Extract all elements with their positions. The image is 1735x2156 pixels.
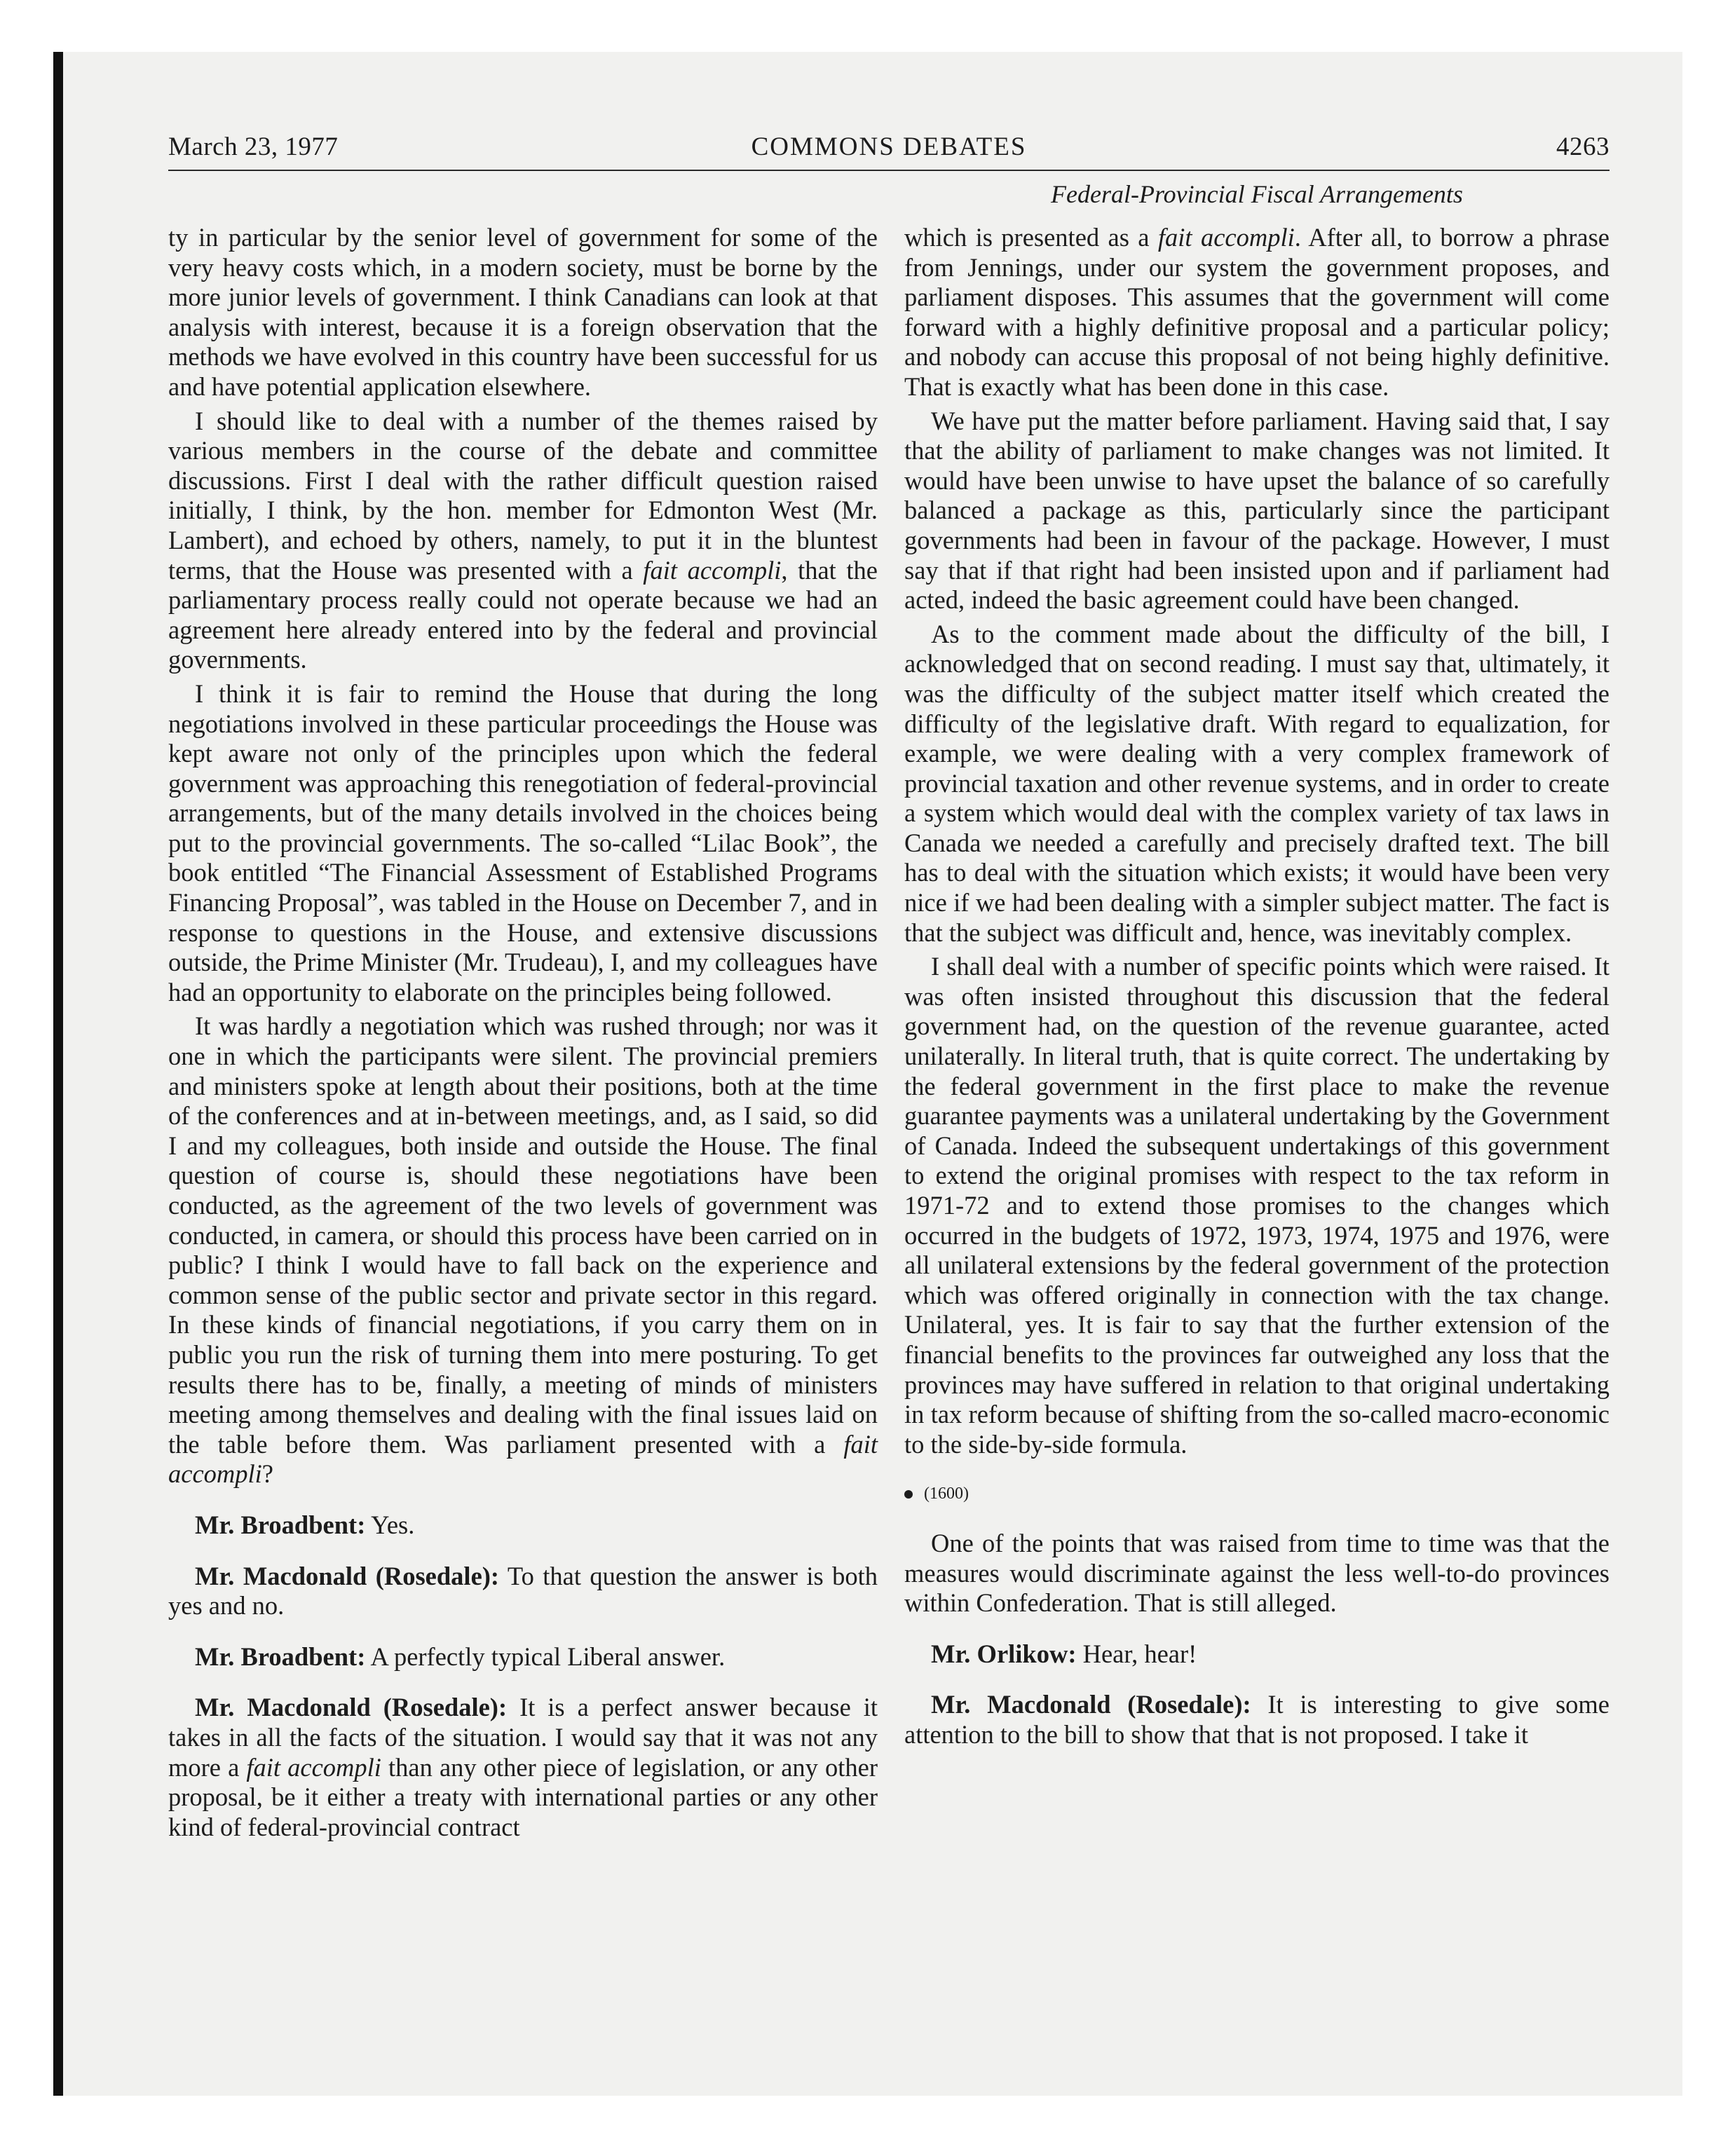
paragraph: One of the points that was raised from time to time was that the measures would discriminate against the less well-to-do provinces within Confederation. That is still alleged.	[904, 1528, 1610, 1618]
speaker-name: Mr. Orlikow:	[931, 1639, 1077, 1668]
page-number: 4263	[1556, 132, 1610, 161]
speech-paragraph: Mr. Macdonald (Rosedale): It is a perfect answer because it takes in all the facts of the situation. I would say that it was not any more a fait accompli than any other piece of legislation, or any other proposal, be it either a treaty with international parties or any other kind of federal-provincial contract	[168, 1693, 878, 1841]
bullet-icon	[904, 1490, 913, 1499]
binding-edge	[53, 52, 63, 2096]
paragraph: As to the comment made about the difficulty of the bill, I acknowledged that on second reading. I must say that, ultimately, it was the difficulty of the subject matter itself which created the difficulty of the legislative draft. With regard to equalization, for example, we were dealing with a very complex framework of provincial taxation and other revenue systems, and in order to create a system which would deal with the complex variety of tax laws in Canada we needed a carefully and precisely drafted text. The bill has to deal with the situation which exists; it would have been very nice if we had been dealing with a simpler subject matter. The fact is that the subject was difficult and, hence, was inevitably complex.	[904, 619, 1610, 947]
header-publication: COMMONS DEBATES	[751, 132, 1027, 161]
speech-paragraph: Mr. Orlikow: Hear, hear!	[931, 1639, 1197, 1668]
header-date: March 23, 1977	[168, 132, 339, 161]
speaker-name: Mr. Broadbent:	[195, 1642, 366, 1671]
paragraph: We have put the matter before parliament. Having said that, I say that the ability of parliament to make changes was not limited. It would have been unwise to have upset the balance of so carefully balanced a package as this, particularly since the participant governments had been in favour of the package. However, I must say that if that right had been insisted upon and if parliament had acted, indeed the basic agreement could have been changed.	[904, 406, 1610, 615]
paragraph: which is presented as a fait accompli. After all, to borrow a phrase from Jennings, under our system the government proposes, and parliament disposes. This assumes that the government will come forward with a highly definitive proposal and a particular policy; and nobody can accuse this proposal of not being highly definitive. That is exactly what has been done in this case.	[904, 223, 1610, 401]
paragraph: It was hardly a negotiation which was rushed through; nor was it one in which the participants were silent. The provincial premiers and ministers spoke at length about their positions, both at the time of the conferences and at in-between meetings, and, as I said, so did I and my colleagues, both inside and outside the House. The final question of course is, should these negotiations have been conducted, as the agreement of the two levels of government was conducted, in camera, or should this process have been carried on in public? I think I would have to fall back on the experience and common sense of the public sector and private sector in this regard. In these kinds of financial negotiations, if you carry them on in public you run the risk of turning them into mere posturing. To get results there has to be, finally, a meeting of minds of ministers meeting among themselves and dealing with the final issues laid on the table before them. Was parliament presented with a fait accompli?	[168, 1011, 878, 1489]
left-column	[168, 223, 878, 1842]
speaker-name: Mr. Macdonald (Rosedale):	[931, 1690, 1251, 1719]
time-marker	[904, 1479, 1610, 1509]
paragraph: I shall deal with a number of specific points which were raised. It was often insisted throughout this discussion that the federal government had, on the question of the revenue guarantee, acted unilaterally. In literal truth, that is quite correct. The undertaking by the federal government in the first place to make the revenue guarantee payments was a unilateral undertaking by the Government of Canada. Indeed the subsequent undertakings of this government to extend the original promises with respect to the tax reform in 1971-72 and to extend those promises to the changes which occurred in the budgets of 1972, 1973, 1974, 1975 and 1976, were all unilateral extensions by the federal government of the protection which was offered originally in connection with the tax change. Unilateral, yes. It is fair to say that the further extension of the financial benefits to the provinces far outweighed any loss that the provinces may have suffered in relation to that original undertaking in tax reform because of shifting from the so-called macro-economic to the side-by-side formula.	[904, 952, 1610, 1459]
speaker-name: Mr. Macdonald (Rosedale):	[195, 1561, 500, 1590]
time-marker-label: (1600)	[924, 1485, 969, 1503]
page-header	[168, 132, 1610, 171]
header-rule	[168, 170, 1610, 171]
paragraph: I should like to deal with a number of the themes raised by various members in the course of the debate and committee discussions. First I deal with the rather difficult question raised initially, I think, by the hon. member for Edmonton West (Mr. Lambert), and echoed by others, namely, to put it in the bluntest terms, that the House was presented with a fait accompli, that the parliamentary process really could not operate because we had an agreement here already entered into by the federal and provincial governments.	[168, 406, 878, 674]
speech-paragraph: Mr. Macdonald (Rosedale): To that question the answer is both yes and no.	[168, 1561, 878, 1621]
running-title: Federal-Provincial Fiscal Arrangements	[1051, 180, 1463, 208]
speaker-name: Mr. Macdonald (Rosedale):	[195, 1693, 508, 1722]
paragraph: ty in particular by the senior level of government for some of the very heavy costs which, in a modern society, must be borne by the more junior levels of government. I think Canadians can look at that analysis with interest, because it is a foreign observation that the methods we have evolved in this country have been successful for us and have potential application elsewhere.	[168, 223, 878, 401]
speaker-name: Mr. Broadbent:	[195, 1510, 366, 1539]
right-column	[904, 223, 1610, 1750]
paragraph: I think it is fair to remind the House that during the long negotiations involved in these particular proceedings the House was kept aware not only of the principles upon which the federal government was approaching this renegotiation of federal-provincial arrangements, but of the many details involved in the choices being put to the provincial governments. The so-called “Lilac Book”, the book entitled “The Financial Assessment of Established Programs Financing Proposal”, was tabled in the House on December 7, and in response to questions in the House, and extensive discussions outside, the Prime Minister (Mr. Trudeau), I, and my colleagues have had an opportunity to elaborate on the principles being followed.	[168, 678, 878, 1007]
speech-paragraph: Mr. Broadbent: A perfectly typical Liberal answer.	[195, 1642, 726, 1671]
speech-paragraph: Mr. Macdonald (Rosedale): It is interesting to give some attention to the bill to show that that is not proposed. I take it	[904, 1690, 1610, 1749]
speech-paragraph: Mr. Broadbent: Yes.	[195, 1510, 415, 1539]
